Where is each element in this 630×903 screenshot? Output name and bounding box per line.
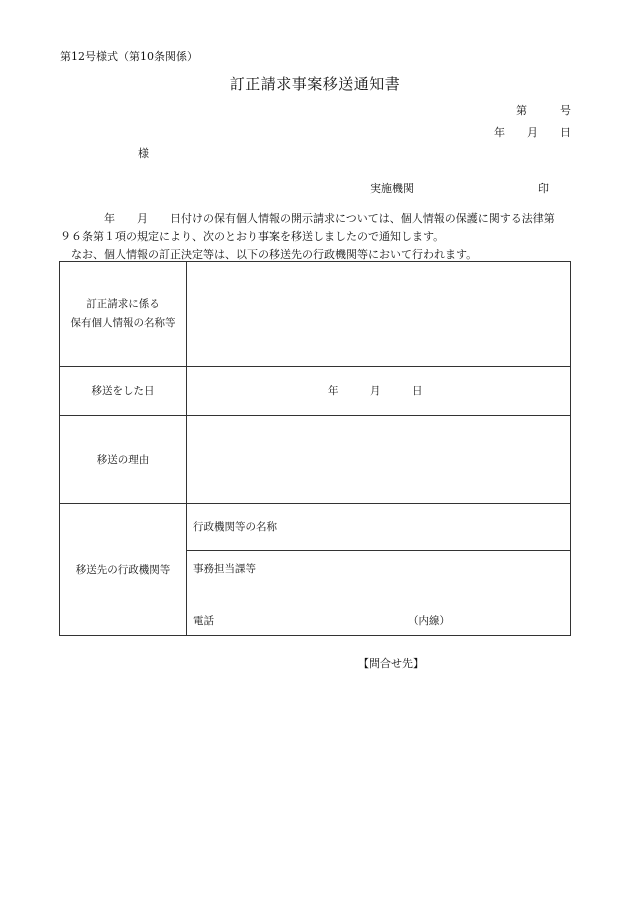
agency-label: 実施機関	[370, 182, 414, 195]
row-label-transfer-reason: 移送の理由	[96, 454, 150, 466]
transfer-details-table	[59, 261, 571, 636]
addressee-suffix: 様	[138, 147, 149, 160]
extension-label: （内線）	[408, 615, 450, 627]
destination-department-label: 事務担当課等	[193, 563, 256, 575]
row-label-info-name-line1: 訂正請求に係る	[86, 298, 160, 310]
contact-heading: 【問合せ先】	[358, 657, 424, 670]
body-text-line-1: 年 月 日付けの保有個人情報の開示請求については、個人情報の保護に関する法律第	[60, 212, 555, 225]
body-text-line-2: ９６条第１項の規定により、次のとおり事案を移送しましたので通知します。	[60, 230, 445, 243]
form-number: 第12号様式（第10条関係）	[60, 50, 198, 63]
row-divider	[60, 366, 570, 367]
phone-label: 電話	[193, 615, 214, 627]
destination-agency-name-label: 行政機関等の名称	[193, 521, 277, 533]
column-divider	[186, 262, 187, 635]
row-label-info-name-line2: 保有個人情報の名称等	[70, 317, 176, 329]
row-label-transfer-date: 移送をした日	[91, 385, 155, 397]
row-label-transfer-destination: 移送先の行政機関等	[75, 564, 171, 576]
row-divider	[60, 503, 570, 504]
issue-date: 年 月 日	[494, 126, 571, 139]
body-text-line-3: なお、個人情報の訂正決定等は、以下の移送先の行政機関等において行われます。	[60, 248, 478, 261]
document-number: 第 号	[516, 104, 571, 117]
row-divider	[60, 415, 570, 416]
document-title: 訂正請求事案移送通知書	[229, 75, 401, 93]
seal-mark: 印	[538, 182, 549, 195]
transfer-date-value: 年 月 日	[328, 385, 423, 397]
sub-row-divider	[186, 550, 570, 551]
